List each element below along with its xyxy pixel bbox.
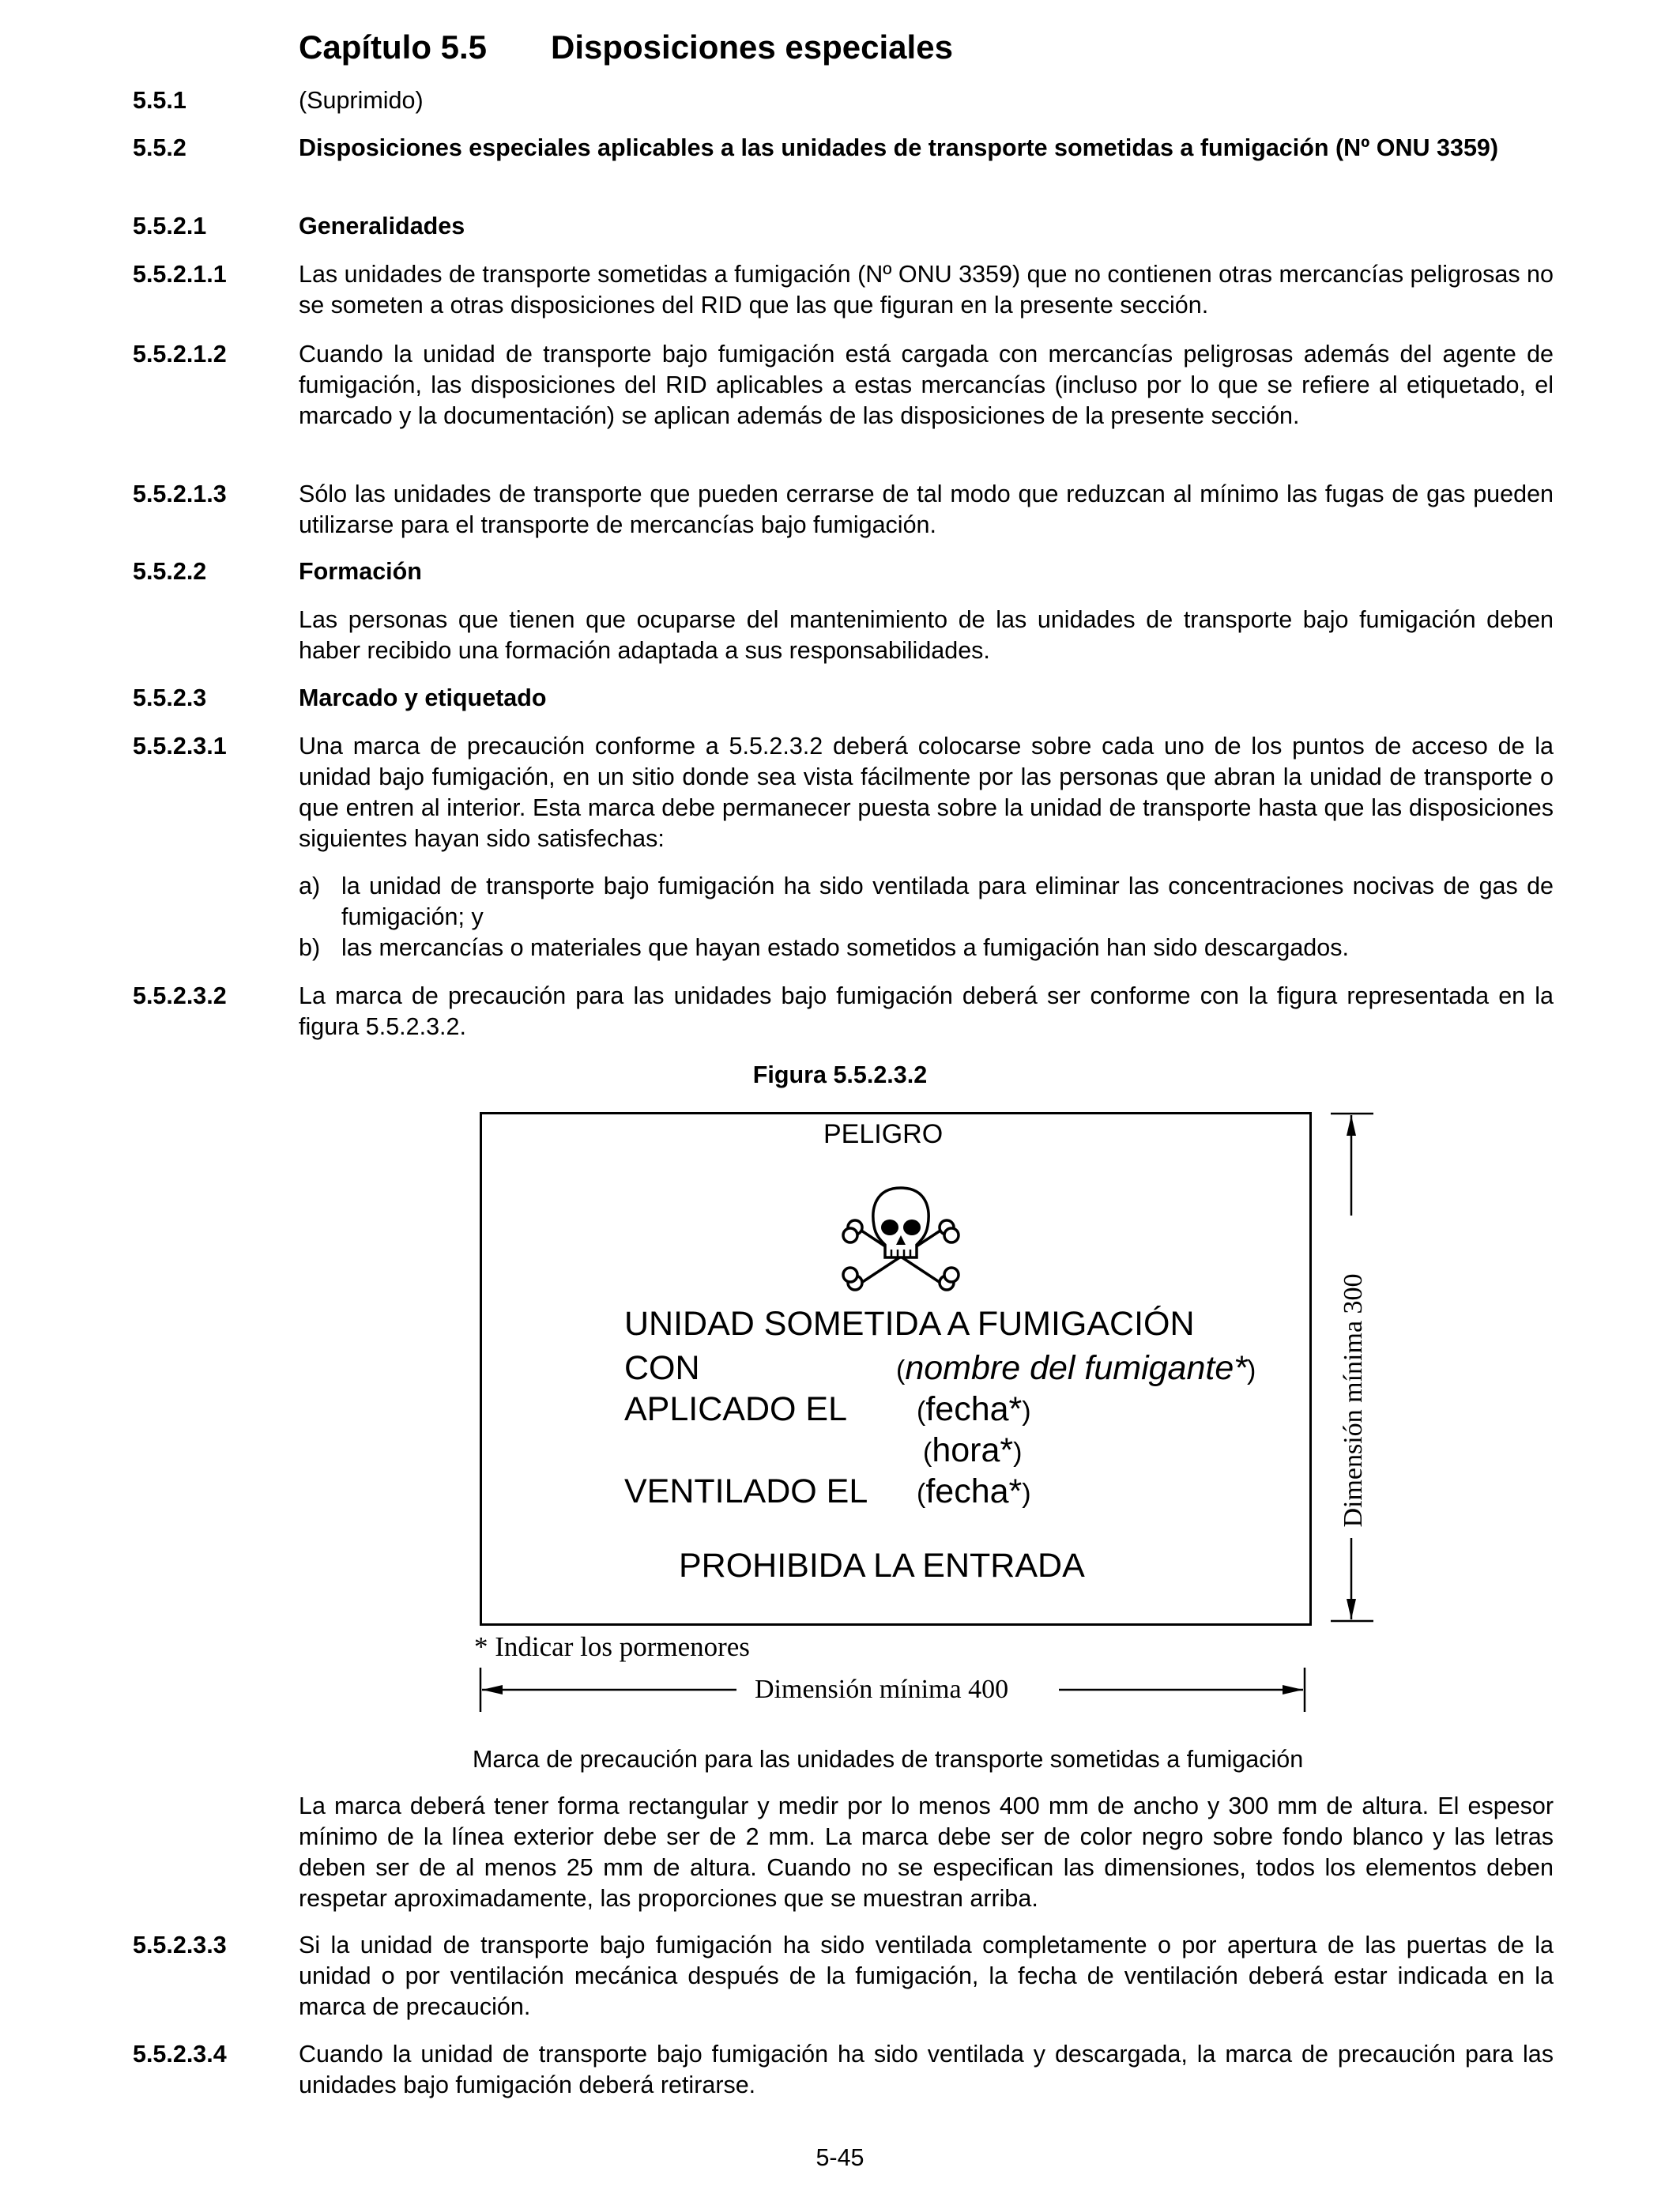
fumigante-placeholder: nombre del fumigante* [905,1349,1247,1387]
chapter-title: Disposiciones especiales [551,28,953,66]
section-heading: Generalidades [299,213,465,239]
section-number: 5.5.2.3.2 [133,982,227,1009]
section-heading: Disposiciones especiales aplicables a las unidades de transporte sometidas a fumigación (Nº ONU 3359) [299,134,1499,161]
chapter-number: Capítulo 5.5 [299,28,488,66]
list-item [299,933,1554,963]
section-number: 5.5.2.1.1 [133,261,227,288]
section-number: 5.5.2.3.3 [133,1932,227,1958]
peligro-label: PELIGRO [823,1119,944,1149]
section-text: Cuando la unidad de transporte bajo fumigación ha sido ventilada y descargada, la marca de precaución para las unidades bajo fumigación deberá retirarse. [299,2041,1554,2098]
section-text: Si la unidad de transporte bajo fumigación ha sido ventilada completamente o por apertura de las puertas de la unidad o por ventilación mecánica después de la fumigación, la fecha de ventilación deberá estar indicada en la marca de precaución. [299,1932,1554,2020]
mark-aplicado-label: APLICADO EL [624,1390,847,1428]
width-dimension-label: Dimensión mínima 400 [755,1675,1009,1704]
mark-fecha-field: (fecha*) [917,1390,1031,1428]
section-number: 5.5.2 [133,134,186,161]
figure-title: Figura 5.5.2.3.2 [752,1061,928,1088]
condition-list [299,871,1554,963]
list-marker: a) [299,873,321,899]
section-number: 5.5.2.1.3 [133,481,227,507]
mark-hora-field: (hora*) [923,1431,1023,1469]
ventilado-fecha-placeholder: fecha* [925,1472,1023,1510]
mark-ventilado-fecha-field: (fecha*) [917,1472,1031,1510]
skull-crossbones-icon [830,1182,972,1294]
formacion-paragraph: Las personas que tienen que ocuparse del mantenimiento de las unidades de transporte bajo fumigación deben haber recibido una formación adaptada a sus responsabilidades. [299,606,1554,664]
page-number: 5-45 [816,2144,864,2171]
section-heading: Formación [299,558,422,585]
section-text: La marca de precaución para las unidades bajo fumigación deberá ser conforme con la figura representada en la figura 5.5.2.3.2. [299,982,1554,1040]
section-number: 5.5.2.3 [133,684,207,711]
section-number: 5.5.2.1.2 [133,341,227,368]
figure-note: * Indicar los pormenores [474,1631,750,1662]
hora-placeholder: hora* [932,1431,1014,1469]
section-text: (Suprimido) [299,87,424,114]
section-number: 5.5.2.1 [133,213,207,239]
section-text: Una marca de precaución conforme a 5.5.2.3.2 deberá colocarse sobre cada uno de los puntos de acceso de la unidad bajo fumigación, en un sitio donde sea vista fácilmente por las personas que abran la unidad de transporte o que entren al interior. Esta marca debe permanecer puesta sobre la unidad de transporte hasta que las disposiciones siguientes hayan sido satisfechas: [299,733,1554,852]
section-heading: Marcado y etiquetado [299,684,547,711]
list-item [299,871,1554,933]
section-text: Las unidades de transporte sometidas a fumigación (Nº ONU 3359) que no contienen otras mercancías peligrosas no se someten a otras disposiciones del RID que las que figuran en la presente sección. [299,261,1554,319]
mark-prohibida-label: PROHIBIDA LA ENTRADA [679,1547,1085,1585]
section-text: Cuando la unidad de transporte bajo fumigación está cargada con mercancías peligrosas además del agente de fumigación, las disposiciones del RID aplicables a estas mercancías (incluso por lo que se refiere al etiquetado, el marcado y la documentación) se aplican además de las disposiciones de la presente sección. [299,341,1554,429]
list-marker: b) [299,934,321,961]
figure-caption: Marca de precaución para las unidades de transporte sometidas a fumigación [473,1746,1304,1773]
list-text: la unidad de transporte bajo fumigación ha sido ventilada para eliminar las concentraciones nocivas de gas de fumigación; y [341,873,1554,930]
section-number: 5.5.2.3.4 [133,2041,227,2068]
mark-line-unidad: UNIDAD SOMETIDA A FUMIGACIÓN [624,1305,1195,1343]
mark-ventilado-label: VENTILADO EL [624,1472,868,1510]
fecha-placeholder: fecha* [925,1390,1023,1428]
after-figure-paragraph: La marca deberá tener forma rectangular y medir por lo menos 400 mm de ancho y 300 mm de altura. El espesor mínimo de la línea exterior debe ser de 2 mm. La marca debe ser de color negro sobre fondo blanco y las letras deben ser de al menos 25 mm de altura. Cuando no se especifican las dimensiones, todos los elementos deben respetar aproximadamente, las proporciones que se muestran arriba. [299,1793,1554,1912]
section-number: 5.5.2.2 [133,558,207,585]
list-text: las mercancías o materiales que hayan estado sometidos a fumigación han sido descargados. [341,934,1349,961]
section-text: Sólo las unidades de transporte que pueden cerrarse de tal modo que reduzcan al mínimo las fugas de gas pueden utilizarse para el transporte de mercancías bajo fumigación. [299,481,1554,538]
mark-fumigante-field: (nombre del fumigante*) [896,1349,1256,1387]
section-number: 5.5.2.3.1 [133,733,227,760]
mark-con-label: CON [624,1349,700,1387]
section-number: 5.5.1 [133,87,186,114]
height-dimension-label: Dimensión mínima 300 [1339,1273,1368,1528]
